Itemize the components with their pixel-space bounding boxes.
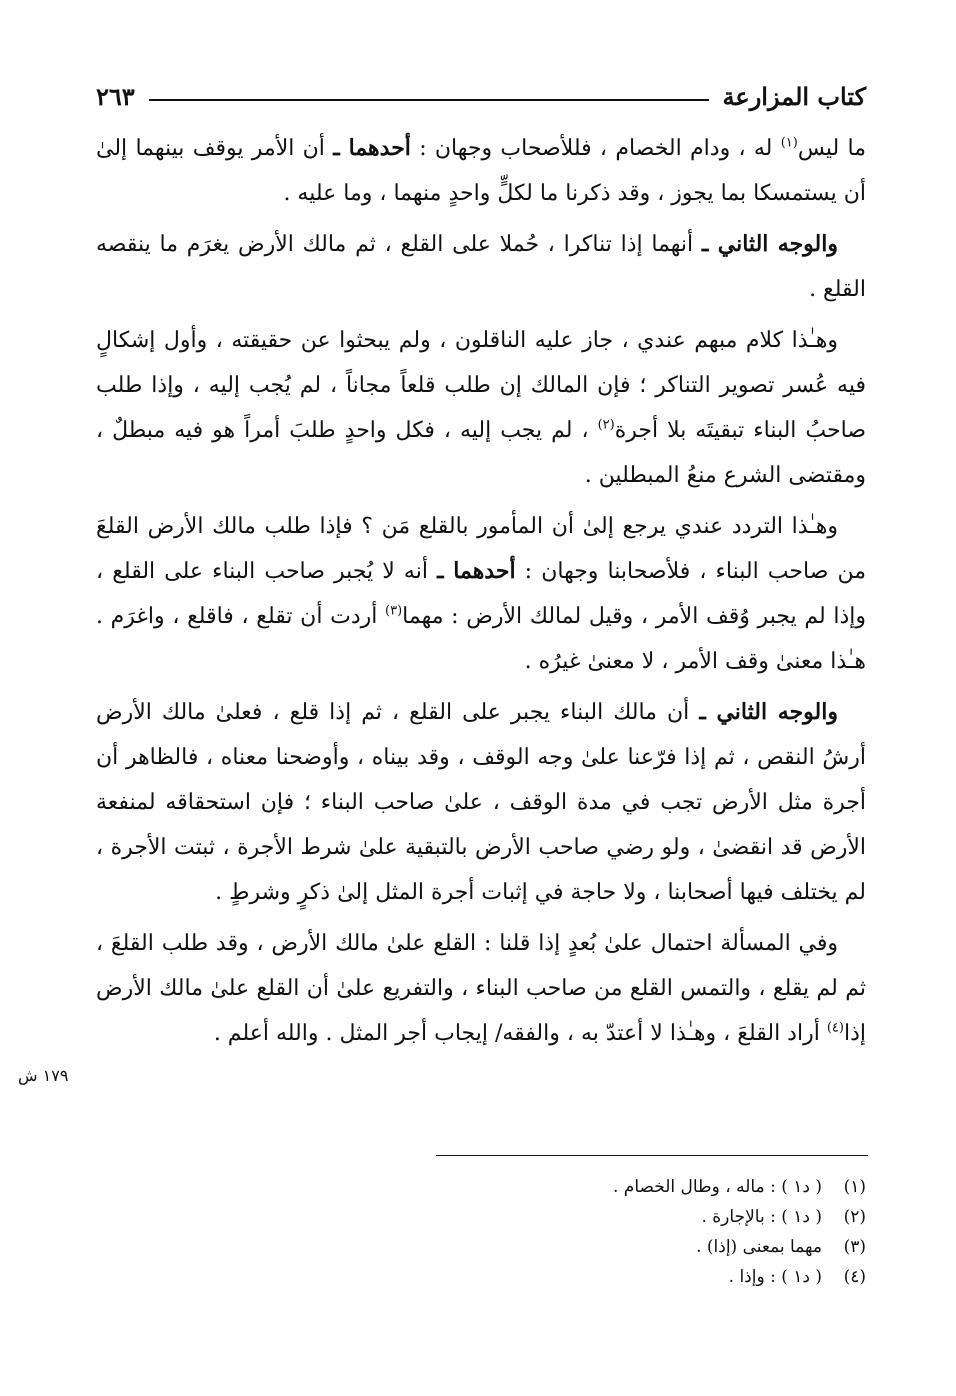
text-run: ، لم يجب إليه ، فكل واحدٍ طلبَ أمراً هو فيه مبطلٌ ، ومقتضى الشرع منعُ المبطلين . bbox=[96, 418, 866, 488]
footnote-separator bbox=[436, 1155, 868, 1156]
text-run: أراد القلعَ ، وهـٰذا لا أعتدّ به ، والفقه/ إيجاب أجر المثل . والله أعلم . bbox=[213, 1021, 827, 1046]
page-number: ٢٦٣ bbox=[96, 81, 135, 111]
footnote-number: (١) bbox=[843, 1177, 866, 1197]
chapter-title: كتاب المزارعة bbox=[722, 81, 866, 111]
footnote bbox=[96, 1262, 866, 1292]
bold-term: أحدهما ـ bbox=[437, 558, 516, 584]
footnote bbox=[96, 1202, 866, 1232]
footnote-number: (٤) bbox=[843, 1267, 866, 1287]
footnote-text: مهما بمعنى (إذا) . bbox=[696, 1237, 822, 1257]
footnote-number: (٣) bbox=[843, 1237, 866, 1257]
footnote bbox=[96, 1232, 866, 1262]
footnote-text: ( د١ ) : وإذا . bbox=[728, 1267, 822, 1287]
paragraph bbox=[96, 222, 866, 312]
text-run: أن الأمر يوقف بينهما إلىٰ أن يستمسكا بما يجوز ، وقد ذكرنا ما لكلٍّ واحدٍ منهما ، وما عليه . bbox=[96, 136, 866, 206]
footnote-text: ( د١ ) : بالإجارة . bbox=[701, 1207, 822, 1227]
footnote-text: ( د١ ) : ماله ، وطال الخصام . bbox=[612, 1177, 822, 1197]
paragraph bbox=[96, 126, 866, 216]
paragraph bbox=[96, 318, 866, 498]
text-run: أنه لا يُجبر صاحب البناء على القلع ، وإذا لم يجبر وُقف الأمر ، وقيل لمالك الأرض : مهما bbox=[96, 559, 866, 629]
header-rule bbox=[149, 99, 709, 101]
footnote-ref: (٤) bbox=[826, 1020, 844, 1036]
text-run: أنهما إذا تناكرا ، حُملا على القلع ، ثم مالك الأرض يغرَم ما ينقصه القلع . bbox=[96, 232, 866, 302]
paragraph bbox=[96, 921, 866, 1056]
footnote-ref: (١) bbox=[780, 135, 798, 151]
bold-term: والوجه الثاني ـ bbox=[701, 231, 838, 257]
footnote-number: (٢) bbox=[843, 1207, 866, 1227]
paragraph bbox=[96, 690, 866, 915]
bold-term: أحدهما ـ bbox=[333, 135, 411, 161]
footnote-ref: (٢) bbox=[597, 417, 615, 433]
text-run: له ، ودام الخصام ، فللأصحاب وجهان : bbox=[410, 136, 781, 161]
running-header bbox=[96, 76, 866, 116]
text-run: وفي المسألة احتمال علىٰ بُعدٍ إذا قلنا : القلع علىٰ مالك الأرض ، وقد طلب القلعَ ، ثم لم يقلع ، والتمس القلع من صاحب البناء ، والتفريع علىٰ أن القلع علىٰ مالك الأرض إذا bbox=[96, 931, 866, 1046]
bold-term: والوجه الثاني ـ bbox=[699, 699, 838, 725]
footnotes bbox=[96, 1172, 866, 1292]
footnote-ref: (٣) bbox=[385, 603, 403, 619]
text-run: أردت أن تقلع ، فاقلع ، واغرَم . هـٰذا معنىٰ وقف الأمر ، لا معنىٰ غيرُه . bbox=[96, 604, 866, 674]
text-run: وهـٰذا كلام مبهم عندي ، جاز عليه الناقلون ، ولم يبحثوا عن حقيقته ، وأول إشكالٍ فيه عُسر تصوير التناكر ؛ فإن المالك إن طلب قلعاً مجاناً ، لم يُجب إليه ، وإذا طلب صاحبُ البناء تبقيتَه بلا أجرة bbox=[96, 328, 866, 443]
margin-folio-note: ١٧٩ ش bbox=[18, 1066, 69, 1085]
text-run: أن مالك البناء يجبر على القلع ، ثم إذا قلع ، فعلىٰ مالك الأرض أرشُ النقص ، ثم إذا فرّعنا علىٰ وجه الوقف ، وقد بيناه ، وأوضحنا معناه ، فالظاهر أن أجرة مثل الأرض تجب في مدة الوقف ، علىٰ صاحب البناء ؛ فإن استحقاقه لمنفعة الأرض قد انقضىٰ ، ولو رضي صاحب الأرض بالتبقية علىٰ شرط الأجرة ، ثبتت الأجرة ، لم يختلف فيها أصحابنا ، ولا حاجة في إثبات أجرة المثل إلىٰ ذكرٍ وشرطٍ . bbox=[96, 700, 866, 905]
main-text bbox=[96, 126, 866, 1062]
text-run: ما ليس bbox=[797, 136, 866, 161]
footnote bbox=[96, 1172, 866, 1202]
paragraph bbox=[96, 504, 866, 684]
text-run: وهـٰذا التردد عندي يرجع إلىٰ أن المأمور بالقلع مَن ؟ فإذا طلب مالك الأرض القلعَ من صاحب البناء ، فلأصحابنا وجهان : bbox=[96, 514, 867, 584]
